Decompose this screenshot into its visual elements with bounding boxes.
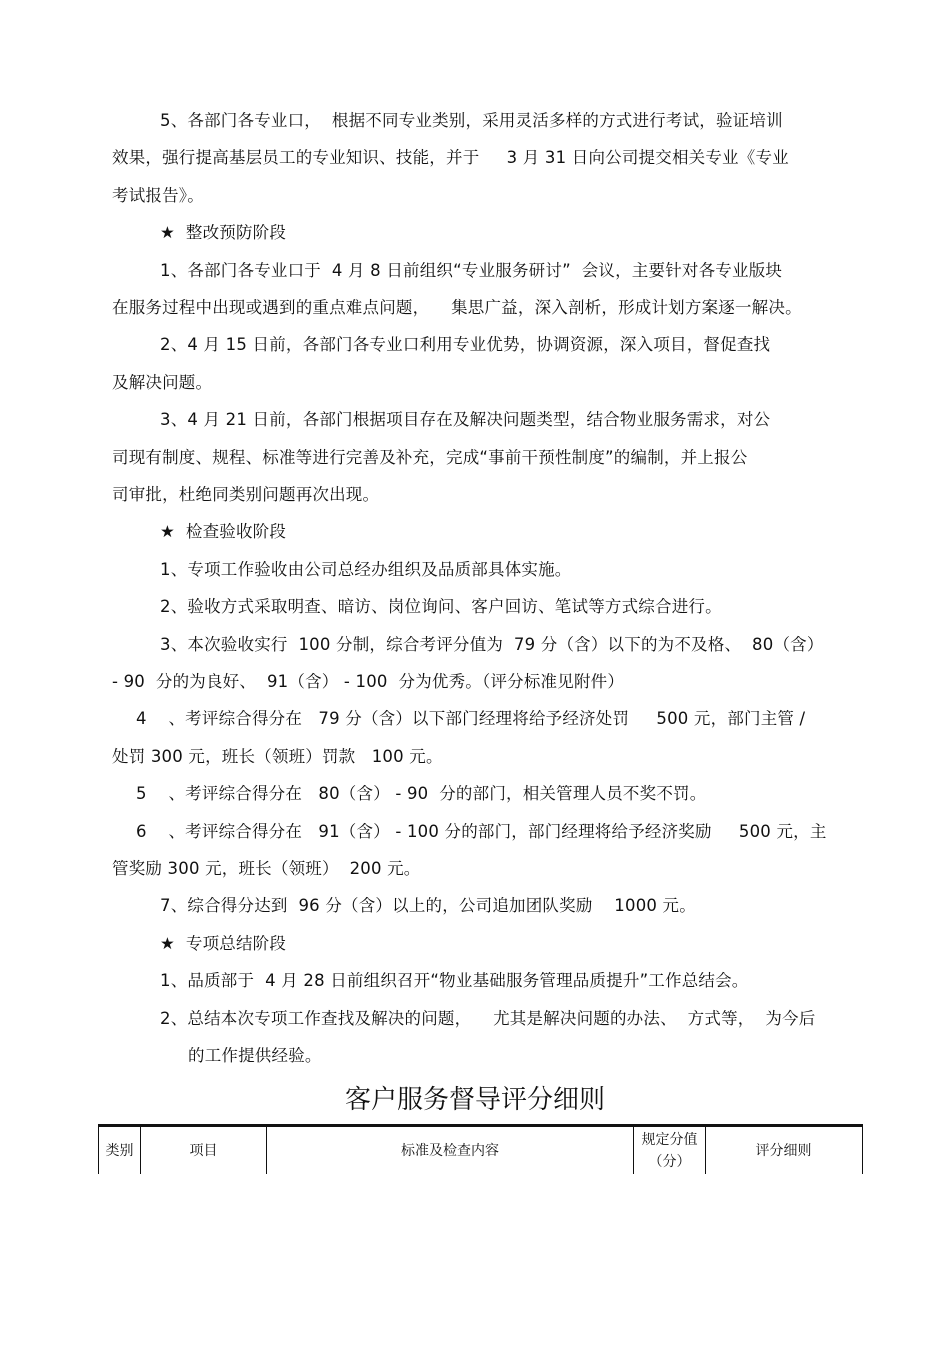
paragraph-line: 1、专项工作验收由公司总经办组织及品质部具体实施。	[160, 560, 572, 579]
score-table-header	[98, 1124, 863, 1174]
header-cell-item: 项目	[141, 1127, 267, 1174]
paragraph-line: 司现有制度、规程、标准等进行完善及补充，完成“事前干预性制度”的编制，并上报公	[112, 448, 748, 467]
header-cell-category: 类别	[99, 1127, 141, 1174]
paragraph-line: 司审批，杜绝同类别问题再次出现。	[112, 485, 380, 504]
paragraph-line: 在服务过程中出现或遇到的重点难点问题， 集思广益，深入剖析，形成计划方案逐一解决。	[112, 298, 802, 317]
paragraph-line: 2、4 月 15 日前，各部门各专业口利用专业优势，协调资源，深入项目，督促查找	[160, 335, 771, 354]
section-heading: ★ 专项总结阶段	[160, 934, 287, 953]
paragraph-line: 的工作提供经验。	[188, 1046, 322, 1065]
paragraph-line: 1、品质部于 4 月 28 日前组织召开“物业基础服务管理品质提升”工作总结会。	[160, 971, 749, 990]
section-heading: ★ 整改预防阶段	[160, 223, 287, 242]
paragraph-line: 2、总结本次专项工作查找及解决的问题， 尤其是解决问题的办法、 方式等， 为今后	[160, 1009, 816, 1028]
paragraph-line: 3、4 月 21 日前，各部门根据项目存在及解决问题类型，结合物业服务需求，对公	[160, 410, 771, 429]
paragraph-line: 5 、考评综合得分在 80（含） - 90 分的部门，相关管理人员不奖不罚。	[136, 784, 707, 803]
header-cell-score: 规定分值（分）	[634, 1127, 706, 1174]
paragraph-line: - 90 分的为良好、 91（含） - 100 分为优秀。（评分标准见附件）	[112, 672, 625, 691]
paragraph-line: 3、本次验收实行 100 分制，综合考评分值为 79 分（含）以下的为不及格、 80（含）	[160, 635, 824, 654]
paragraph-line: 2、验收方式采取明查、暗访、岗位询问、客户回访、笔试等方式综合进行。	[160, 597, 722, 616]
paragraph-line: 7、综合得分达到 96 分（含）以上的，公司追加团队奖励 1000 元。	[160, 896, 696, 915]
header-cell-standard: 标准及检查内容	[267, 1127, 634, 1174]
paragraph-line: 及解决问题。	[112, 373, 213, 392]
paragraph-line: 管奖励 300 元，班长（领班） 200 元。	[112, 859, 421, 878]
paragraph-line: 考试报告》。	[112, 186, 204, 205]
paragraph-line: 4 、考评综合得分在 79 分（含）以下部门经理将给予经济处罚 500 元，部门主管 /	[136, 709, 806, 728]
table-title: 客户服务督导评分细则	[344, 1085, 605, 1115]
paragraph-line: 效果，强行提高基层员工的专业知识、技能，并于 3 月 31 日向公司提交相关专业《专业	[112, 148, 789, 167]
section-heading: ★ 检查验收阶段	[160, 522, 287, 541]
paragraph-line: 6 、考评综合得分在 91（含） - 100 分的部门，部门经理将给予经济奖励 500 元，主	[136, 822, 827, 841]
header-cell-rules: 评分细则	[755, 1142, 812, 1159]
paragraph-line: 处罚 300 元，班长（领班）罚款 100 元。	[112, 747, 443, 766]
paragraph-line: 5、各部门各专业口， 根据不同专业类别，采用灵活多样的方式进行考试，验证培训	[160, 111, 783, 130]
paragraph-line: 1、各部门各专业口于 4 月 8 日前组织“专业服务研讨” 会议，主要针对各专业版块	[160, 261, 783, 280]
